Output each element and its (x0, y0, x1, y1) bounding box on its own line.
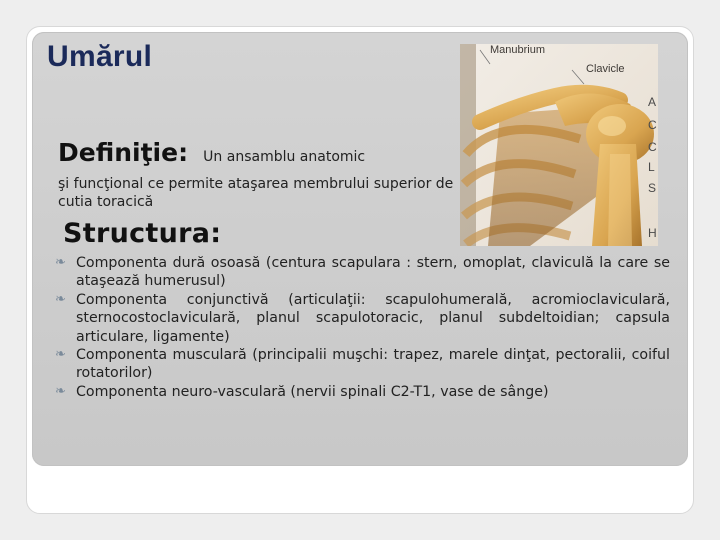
side-label: L (648, 160, 655, 174)
manubrium-label: Manubrium (490, 44, 546, 56)
shoulder-anatomy-illustration (460, 44, 658, 246)
list-item-text: Componenta musculară (principalii muşchi: trapez, marele dinţat, pectoralii, coiful rotatorilor) (76, 347, 670, 382)
definition-heading: Definiţie: (58, 138, 189, 167)
side-label: S (648, 181, 657, 195)
shoulder-anatomy-image (460, 44, 658, 246)
side-label: H (648, 226, 657, 240)
list-item-text: Componenta neuro-vasculară (nervii spinali C2-T1, vase de sânge) (76, 383, 549, 400)
side-label: C (648, 118, 657, 132)
side-label: C (648, 140, 657, 154)
list-item-text: Componenta conjunctivă (articulaţii: scapulohumerală, acromioclaviculară, sternocostoclaviculară, planul scapulotoracic, planul subdeltoidian; capsula articulare, ligamente) (76, 291, 670, 345)
definition-text: Un ansamblu anatomic (203, 149, 366, 165)
clavicle-label: Clavicle (586, 63, 625, 75)
list-item (55, 254, 670, 291)
flourish-bullet-icon: ❧ (55, 255, 66, 270)
flourish-bullet-icon: ❧ (55, 347, 66, 363)
list-item (55, 346, 670, 383)
side-label: A (648, 95, 657, 109)
flourish-bullet-icon: ❧ (55, 291, 66, 307)
list-item (55, 291, 670, 346)
definition-text-continuation: şi funcţional ce permite ataşarea membrului superior de cutia toracică (58, 176, 454, 210)
slide-title: Umărul (47, 40, 153, 73)
structure-heading: Structura: (63, 218, 222, 249)
list-item-text: Componenta dură osoasă (centura scapulara : stern, omoplat, claviculă la care se ataşează humerusul) (76, 255, 670, 290)
flourish-bullet-icon: ❧ (55, 383, 66, 399)
list-item (55, 383, 670, 401)
structure-list (55, 254, 670, 401)
definition-line (58, 138, 365, 167)
